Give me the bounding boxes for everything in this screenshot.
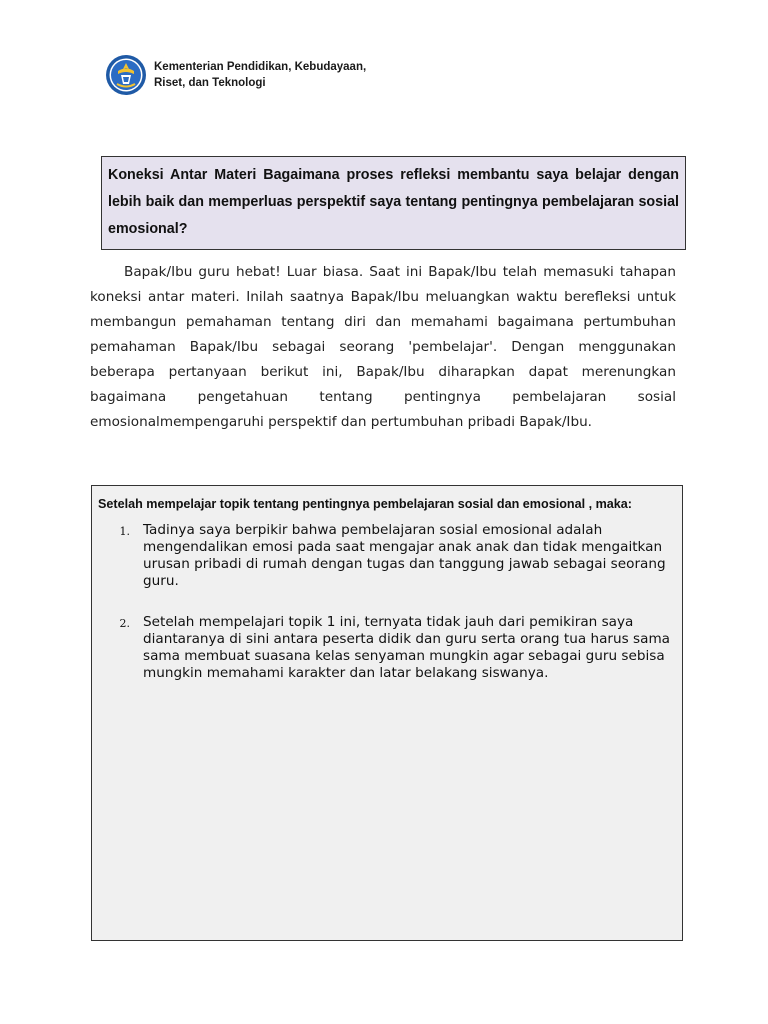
organization-name-line1: Kementerian Pendidikan, Kebudayaan, [154,61,367,73]
organization-name-line2: Riset, dan Teknologi [154,77,266,89]
header [105,54,366,96]
organization-name [154,59,366,91]
answer-list [92,522,682,682]
list-item-text: Tadinya saya berpikir bahwa pembelajaran sosial emosional adalah mengendalikan emosi pada saat mengajar anak anak dan tidak mengaitkan urusan pribadi di rumah dengan tugas dan tanggung jawab sebagai seorang guru. [143,522,666,589]
intro-paragraph: Bapak/Ibu guru hebat! Luar biasa. Saat ini Bapak/Ibu telah memasuki tahapan koneksi antar materi. Inilah saatnya Bapak/Ibu meluangkan waktu berefleksi untuk membangun pemahaman tentang diri dan memahami bagaimana pertumbuhan pemahaman Bapak/Ibu sebagai seorang 'pembelajar'. Dengan menggunakan beberapa pertanyaan berikut ini, Bapak/Ibu diharapkan dapat merenungkan bagaimana pengetahuan tentang pentingnya pembelajaran sosial emosionalmempengaruhi perspektif dan pertumbuhan pribadi Bapak/Ibu. [90,264,676,430]
list-item [92,522,682,590]
answer-heading: Setelah mempelajar topik tentang pentingnya pembelajaran sosial dan emosional , maka: [98,497,632,511]
answer-text-area[interactable] [91,485,683,941]
list-item [92,614,682,682]
tut-wuri-handayani-logo-icon [105,54,147,96]
list-item-number: 1. [119,525,130,538]
reflection-question-box [101,156,686,250]
list-item-number: 2. [119,617,130,630]
reflection-question-text: Koneksi Antar Materi Bagaimana proses refleksi membantu saya belajar dengan lebih baik dan memperluas perspektif saya tentang pentingnya pembelajaran sosial emosional? [108,167,679,237]
list-item-text: Setelah mempelajari topik 1 ini, ternyata tidak jauh dari pemikiran saya diantaranya di sini antara peserta didik dan guru serta orang tua harus sama sama membuat suasana kelas senyaman mungkin agar sebagai guru sebisa mungkin memahami karakter dan latar belakang siswanya. [143,614,671,681]
